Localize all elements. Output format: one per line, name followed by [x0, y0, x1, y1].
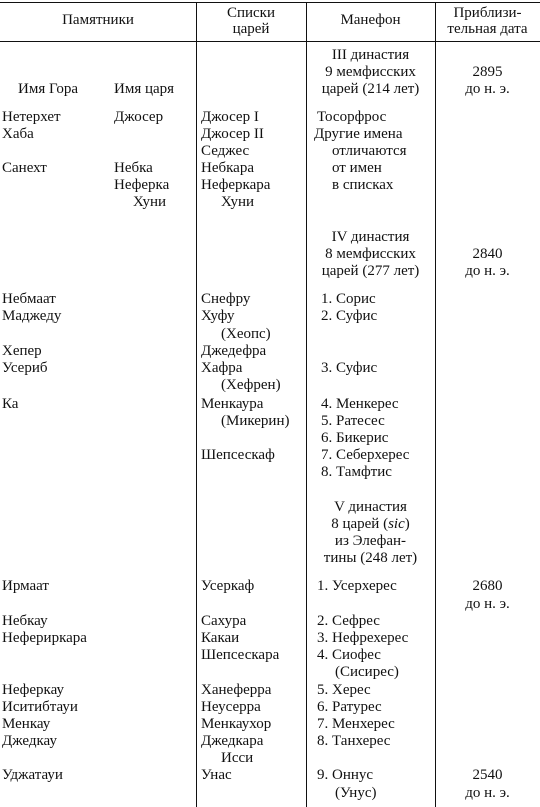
king-list-entry: Хуни [221, 194, 255, 210]
horus-name: Нефериркара [2, 630, 87, 646]
horus-name: Небмаат [2, 291, 56, 307]
manetho-entry: отличаются [332, 143, 407, 159]
approx-date-era: до н. э. [465, 785, 510, 801]
king-list-entry: (Микерин) [221, 413, 290, 429]
king-list-entry: Снефру [201, 291, 251, 307]
header-king-lists: Списки [226, 5, 276, 21]
king-list-entry: (Хефрен) [221, 377, 281, 393]
manetho-entry: 4. Менкерес [321, 396, 399, 412]
king-list-entry: Джосер II [201, 126, 264, 142]
manetho-entry: 1. Усерхерес [317, 578, 397, 594]
manetho-entry: 6. Ратурес [317, 699, 382, 715]
column-divider [196, 2, 197, 807]
subheader-king-name: Имя царя [114, 81, 175, 97]
horus-name: Иситибтауи [2, 699, 78, 715]
manetho-entry: 5. Херес [317, 682, 371, 698]
king-list-entry: Менкаура [201, 396, 264, 412]
column-divider [435, 2, 436, 807]
horus-name: Менкау [2, 716, 51, 732]
king-name: Небка [114, 160, 153, 176]
manetho-entry: 3. Нефрехерес [317, 630, 409, 646]
approx-date-year: 2895 [472, 64, 503, 80]
dynasty-title: III династия [331, 47, 410, 63]
horus-name: Маджеду [2, 308, 62, 324]
header-monuments: Памятники [62, 12, 134, 28]
king-list-entry: Сахура [201, 613, 247, 629]
approx-date-era: до н. э. [465, 263, 510, 279]
manetho-entry: 7. Менхерес [317, 716, 395, 732]
horus-name: Ирмаат [2, 578, 49, 594]
king-list-entry: Менкаухор [201, 716, 272, 732]
manetho-entry: 9. Оннус [317, 767, 374, 783]
horus-name: Уджатауи [2, 767, 63, 783]
manetho-entry: Другие имена [314, 126, 403, 142]
approx-date-year: 2680 [472, 578, 503, 594]
horus-name: Хепер [2, 343, 42, 359]
dynasty-title: V династия [334, 499, 407, 515]
manetho-entry: в списках [332, 177, 394, 193]
manetho-entry: 5. Ратесес [321, 413, 385, 429]
header-approx-date: тельная дата [447, 21, 528, 37]
king-name: Неферка [114, 177, 170, 193]
approx-date-era: до н. э. [465, 81, 510, 97]
king-list-entry: Хуфу [201, 308, 235, 324]
manetho-entry: 4. Сиофес [317, 647, 381, 663]
king-list-entry: Ханеферра [201, 682, 272, 698]
king-list-entry: Небкара [201, 160, 254, 176]
dynasty-title: царей (277 лет) [321, 263, 420, 279]
king-name: Хуни [133, 194, 167, 210]
manetho-entry: от имен [332, 160, 382, 176]
dynasty-title: 8 мемфисских [325, 246, 416, 262]
king-list-entry: Какаи [201, 630, 240, 646]
king-list-entry: Джедефра [201, 343, 267, 359]
king-list-entry: Унас [201, 767, 232, 783]
subheader-horus-name: Имя Гора [18, 81, 78, 97]
manetho-entry: Тосорфрос [317, 109, 387, 125]
header-manetho: Манефон [340, 12, 401, 28]
column-divider [306, 2, 307, 807]
king-name: Джосер [114, 109, 164, 125]
dynasty-title: 8 царей (sic) [331, 516, 410, 532]
header-approx-date: Приблизи- [453, 5, 522, 21]
manetho-entry: 8. Танхерес [317, 733, 391, 749]
king-list-entry: Исси [221, 750, 254, 766]
approx-date-year: 2840 [472, 246, 503, 262]
horus-name: Нетерхет [2, 109, 61, 125]
manetho-entry: (Унус) [335, 785, 377, 801]
horus-name: Небкау [2, 613, 48, 629]
manetho-entry: 2. Сефрес [317, 613, 380, 629]
horus-name: Джедкау [2, 733, 57, 749]
manetho-entry: 8. Тамфтис [321, 464, 392, 480]
manetho-entry: 3. Суфис [321, 360, 378, 376]
approx-date-year: 2540 [472, 767, 503, 783]
dynasty-title: 9 мемфисских [325, 64, 416, 80]
manetho-entry: 2. Суфис [321, 308, 378, 324]
king-list-entry: (Хеопс) [221, 326, 271, 342]
header-king-lists: царей [232, 21, 270, 37]
header-bottom-rule [0, 41, 540, 42]
horus-name: Санехт [2, 160, 47, 176]
dynasty-title: из Элефан- [334, 533, 407, 549]
king-list-entry: Усеркаф [201, 578, 255, 594]
manetho-entry: 7. Себерхерес [321, 447, 410, 463]
manetho-entry: 1. Сорис [321, 291, 376, 307]
king-list-entry: Хафра [201, 360, 243, 376]
dynasty-title: тины (248 лет) [323, 550, 418, 566]
horus-name: Неферкау [2, 682, 65, 698]
manetho-entry: (Сисирес) [335, 664, 399, 680]
table-top-rule [0, 2, 540, 3]
king-list-entry: Седжес [201, 143, 250, 159]
king-list-entry: Джедкара [201, 733, 264, 749]
horus-name: Ка [2, 396, 19, 412]
king-list-entry: Джосер I [201, 109, 259, 125]
horus-name: Хаба [2, 126, 34, 142]
king-list-entry: Неусерра [201, 699, 261, 715]
king-list-entry: Шепсескара [201, 647, 280, 663]
horus-name: Усериб [2, 360, 48, 376]
dynasty-title: IV династия [331, 229, 410, 245]
manetho-entry: 6. Бикерис [321, 430, 389, 446]
approx-date-era: до н. э. [465, 596, 510, 612]
king-list-entry: Неферкара [201, 177, 271, 193]
dynasty-title: царей (214 лет) [321, 81, 420, 97]
king-list-entry: Шепсескаф [201, 447, 275, 463]
